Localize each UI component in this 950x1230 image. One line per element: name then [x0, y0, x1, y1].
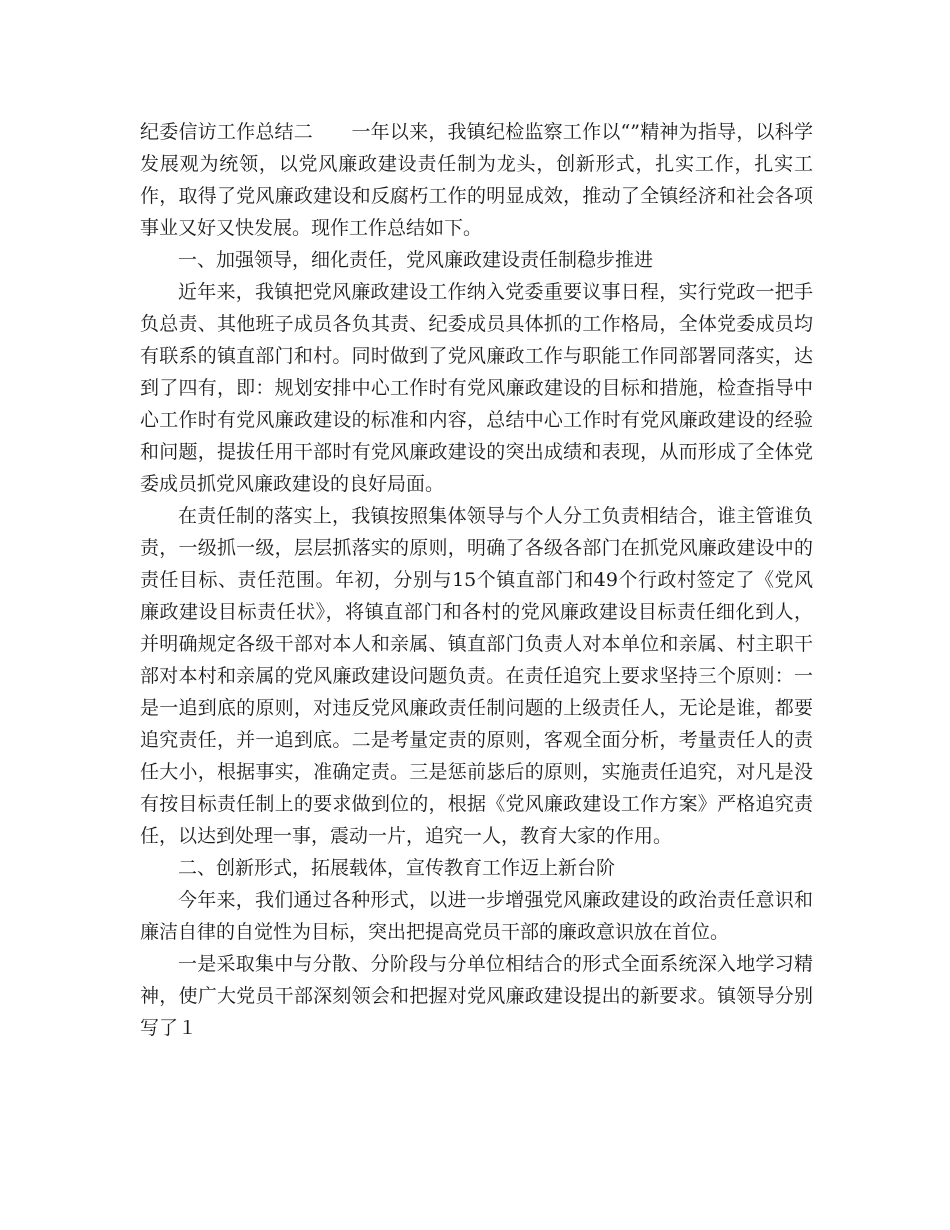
body-paragraph: 在责任制的落实上，我镇按照集体领导与个人分工负责相结合，谁主管谁负责，一级抓一级，层层抓落实的原则，明确了各级各部门在抓党风廉政建设中的责任目标、责任范围。年初，分别与15个镇直部门和49个行政村签定了《党风廉政建设目标责任状》，将镇直部门和各村的党风廉政建设目标责任细化到人，并明确规定各级干部对本人和亲属、镇直部门负责人对本单位和亲属、村主职干部对本村和亲属的党风廉政建设问题负责。在责任追究上要求坚持三个原则：一是一追到底的原则，对违反党风廉政责任制问题的上级责任人，无论是谁，都要追究责任，并一追到底。二是考量定责的原则，客观全面分析，考量责任人的责任大小，根据事实，准确定责。三是惩前毖后的原则，实施责任追究，对凡是没有按目标责任制上的要求做到位的，根据《党风廉政建设工作方案》严格追究责任，以达到处理一事，震动一片，追究一人，教育大家的作用。	[140, 505, 813, 847]
section-heading-1: 一、加强领导，细化责任，党风廉政建设责任制稳步推进	[178, 249, 654, 271]
intro-paragraph: 纪委信访工作总结二 一年以来，我镇纪检监察工作以“”精神为指导，以科学发展观为统领，以党风廉政建设责任制为龙头，创新形式，扎实工作，扎实工作，取得了党风廉政建设和反腐朽工作的明显成效，推动了全镇经济和社会各项事业又好又快发展。现作工作总结如下。	[140, 121, 813, 239]
body-paragraph: 一是采取集中与分散、分阶段与分单位相结合的形式全面系统深入地学习精神，使广大党员干部深刻领会和把握对党风廉政建设提出的新要求。镇领导分别写了１	[140, 953, 813, 1039]
section-heading-2: 二、创新形式，拓展载体，宣传教育工作迈上新台阶	[178, 857, 616, 879]
body-paragraph: 近年来，我镇把党风廉政建设工作纳入党委重要议事日程，实行党政一把手负总责、其他班子成员各负其责、纪委成员具体抓的工作格局，全体党委成员均有联系的镇直部门和村。同时做到了党风廉政工作与职能工作同部署同落实，达到了四有，即：规划安排中心工作时有党风廉政建设的目标和措施，检查指导中心工作时有党风廉政建设的标准和内容，总结中心工作时有党风廉政建设的经验和问题，提拔任用干部时有党风廉政建设的突出成绩和表现，从而形成了全体党委成员抓党风廉政建设的良好局面。	[140, 281, 813, 495]
body-paragraph: 今年来，我们通过各种形式，以进一步增强党风廉政建设的政治责任意识和廉洁自律的自觉性为目标，突出把提高党员干部的廉政意识放在首位。	[140, 889, 813, 943]
document-body	[140, 116, 813, 1044]
